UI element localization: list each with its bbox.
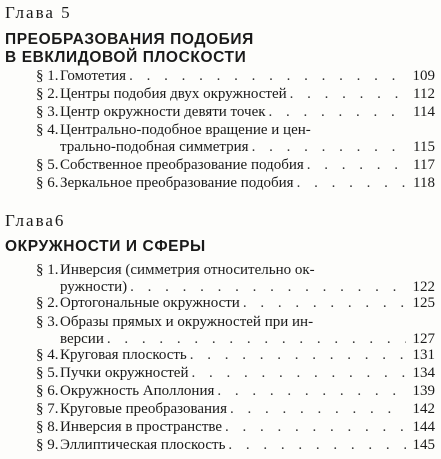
toc-entry-6-7[interactable]: [36, 401, 435, 418]
section-title-line-2: трально-подобная симметрия: [60, 139, 249, 155]
section-title-line-1: Инверсия (симметрия относительно ок-: [60, 262, 315, 278]
section-number: § 3.: [36, 314, 59, 330]
section-title: Гомотетия: [60, 68, 127, 84]
chapter-5-label: Глава 5: [5, 3, 72, 22]
leader-dots: [107, 331, 406, 348]
section-title: Окружность Аполлония: [60, 383, 215, 399]
page-number: 109: [412, 68, 435, 84]
leader-dots: [252, 139, 406, 156]
chapter-5-title-line-1: ПРЕОБРАЗОВАНИЯ ПОДОБИЯ: [5, 31, 254, 48]
leader-dots: [307, 157, 406, 174]
toc-entry-5-1[interactable]: [36, 68, 435, 85]
leader-dots: [228, 437, 406, 454]
toc-entry-5-5[interactable]: [36, 157, 435, 174]
section-number: § 1.: [36, 68, 59, 84]
section-title: Зеркальное преобразование подобия: [60, 175, 294, 191]
leader-dots: [225, 419, 406, 436]
leader-dots: [243, 295, 406, 312]
toc-entry-6-3[interactable]: [36, 314, 435, 348]
toc-entry-5-2[interactable]: [36, 86, 435, 103]
toc-entry-5-3[interactable]: [36, 104, 435, 121]
section-title: Центры подобия двух окружностей: [60, 86, 287, 102]
leader-dots: [129, 68, 406, 85]
section-title-line-2: ружности): [60, 279, 128, 295]
toc-entry-6-4[interactable]: [36, 347, 435, 364]
page-number: 125: [412, 295, 435, 311]
page-number: 144: [412, 419, 435, 435]
section-title: Эллиптическая плоскость: [60, 437, 226, 453]
page-number: 127: [412, 331, 435, 347]
section-title: Инверсия в пространстве: [60, 419, 223, 435]
section-number: § 3.: [36, 104, 59, 120]
section-title: Круговая плоскость: [60, 347, 187, 363]
section-title: Собственное преобразование подобия: [60, 157, 304, 173]
section-number: § 7.: [36, 401, 59, 417]
section-number: § 6.: [36, 175, 59, 191]
page-number: 134: [412, 365, 435, 381]
toc-entry-6-6[interactable]: [36, 383, 435, 400]
section-number: § 4.: [36, 347, 59, 363]
leader-dots: [290, 86, 406, 103]
page-number: 122: [412, 279, 435, 295]
toc-entry-6-1[interactable]: [36, 262, 435, 296]
section-title: Ортогональные окружности: [60, 295, 240, 311]
section-title: Центр окружности девяти точек: [60, 104, 266, 120]
leader-dots: [192, 365, 407, 382]
toc-entry-6-8[interactable]: [36, 419, 435, 436]
page-number: 145: [412, 437, 435, 453]
leader-dots: [297, 175, 406, 192]
leader-dots: [269, 104, 406, 121]
leader-dots: [230, 401, 406, 418]
page-number: 112: [413, 86, 435, 102]
page-number: 131: [412, 347, 435, 363]
page-number: 139: [412, 383, 435, 399]
chapter-6-title: ОКРУЖНОСТИ И СФЕРЫ: [5, 238, 206, 255]
section-title: Круговые преобразования: [60, 401, 227, 417]
leader-dots: [217, 383, 406, 400]
section-number: § 8.: [36, 419, 59, 435]
page-number: 118: [413, 175, 435, 191]
section-number: § 2.: [36, 86, 59, 102]
toc-entry-6-2[interactable]: [36, 295, 435, 312]
section-number: § 1.: [36, 262, 59, 278]
section-number: § 2.: [36, 295, 59, 311]
section-title-line-2: версии: [60, 331, 104, 347]
page-number: 115: [413, 139, 435, 155]
leader-dots: [190, 347, 406, 364]
section-number: § 6.: [36, 383, 59, 399]
section-title: Пучки окружностей: [60, 365, 189, 381]
section-number: § 4.: [36, 122, 59, 138]
toc-entry-5-4[interactable]: [36, 122, 435, 156]
leader-dots: [130, 279, 406, 296]
section-number: § 5.: [36, 157, 59, 173]
toc-entry-6-5[interactable]: [36, 365, 435, 382]
page-number: 114: [413, 104, 435, 120]
chapter-6-label: Глава6: [5, 211, 66, 230]
chapter-5-title-line-2: В ЕВКЛИДОВОЙ ПЛОСКОСТИ: [5, 49, 247, 66]
section-number: § 5.: [36, 365, 59, 381]
page-number: 117: [413, 157, 435, 173]
toc-entry-5-6[interactable]: [36, 175, 435, 192]
page-number: 142: [412, 401, 435, 417]
section-number: § 9.: [36, 437, 59, 453]
section-title-line-1: Центрально-подобное вращение и цен-: [60, 122, 311, 138]
toc-entry-6-9[interactable]: [36, 437, 435, 454]
section-title-line-1: Образы прямых и окружностей при ин-: [60, 314, 314, 330]
